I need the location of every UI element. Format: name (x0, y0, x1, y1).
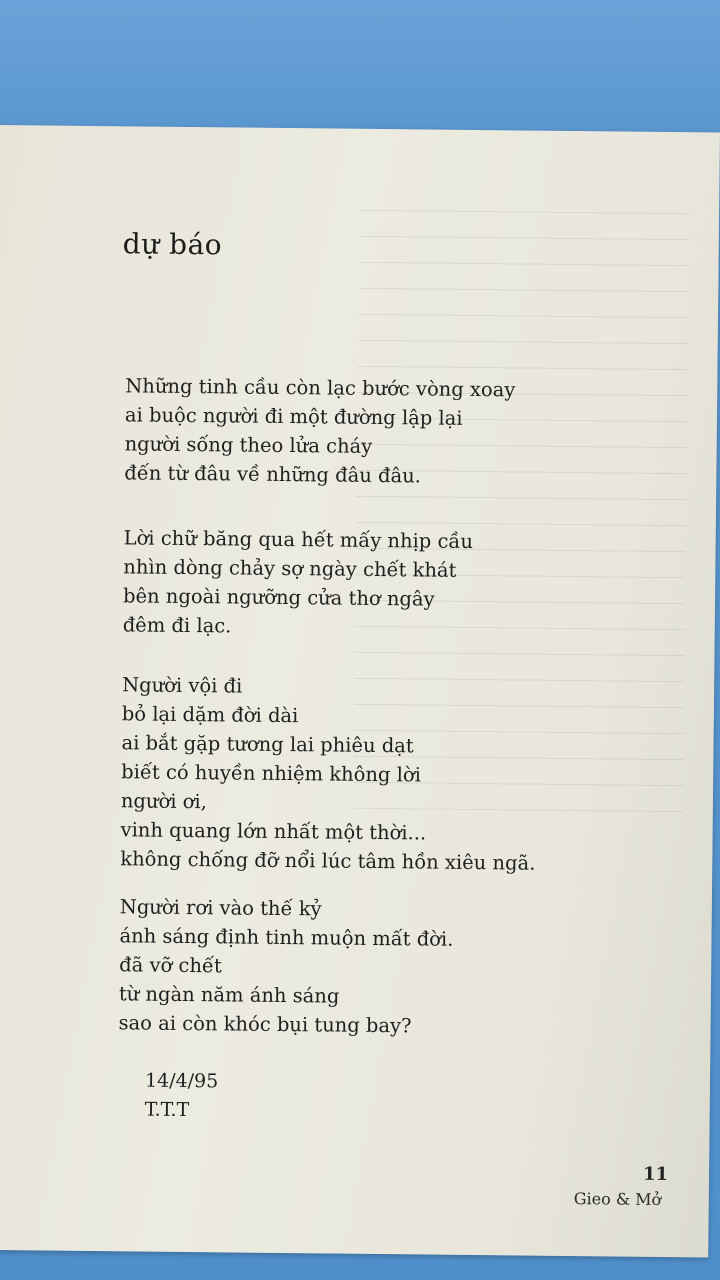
poem-line: không chống đỡ nổi lúc tâm hồn xiêu ngã. (120, 847, 536, 875)
poem-line: bên ngoài ngưỡng cửa thơ ngây (122, 584, 435, 611)
stanza-1 (124, 371, 685, 493)
poem-line: đêm đi lạc. (122, 613, 232, 638)
poem-line: Những tinh cầu còn lạc bước vòng xoay (125, 374, 516, 402)
poem-line: vinh quang lớn nhất một thời... (120, 818, 427, 845)
stanza-4 (118, 892, 679, 1043)
poem-date: 14/4/95 (144, 1069, 219, 1093)
book-footer: Gieo & Mở (573, 1189, 662, 1209)
poem-line: từ ngàn năm ánh sáng (118, 982, 340, 1008)
poem-line: ánh sáng định tinh muộn mất đời. (119, 924, 454, 951)
stanza-2 (123, 523, 684, 645)
poem-line: biết có huyền nhiệm không lời (121, 760, 421, 787)
poem-line: Người rơi vào thế kỷ (119, 895, 322, 921)
poem-line: đã vỡ chết (119, 953, 222, 978)
poem-line: Lời chữ băng qua hết mấy nhịp cầu (123, 526, 474, 553)
stanza-3 (120, 670, 682, 879)
poem-title: dự báo (122, 227, 223, 262)
poem-line: ai bắt gặp tương lai phiêu dạt (121, 731, 414, 758)
poem-line: sao ai còn khóc bụi tung bay? (118, 1011, 412, 1038)
poem-author: T.T.T (144, 1098, 190, 1122)
poem-line: bỏ lại dặm đời dài (121, 702, 299, 728)
page-number: 11 (642, 1163, 669, 1186)
poem-line: nhìn dòng chảy sợ ngày chết khát (123, 555, 457, 582)
poem-line: người ơi, (120, 789, 207, 814)
poem-line: Người vội đi (122, 673, 243, 698)
poem-line: người sống theo lửa cháy (124, 432, 373, 458)
book-page (0, 125, 720, 1257)
poem-line: ai buộc người đi một đường lập lại (124, 403, 463, 430)
signoff (145, 1067, 219, 1126)
poem-line: đến từ đâu về những đâu đâu. (124, 461, 422, 488)
